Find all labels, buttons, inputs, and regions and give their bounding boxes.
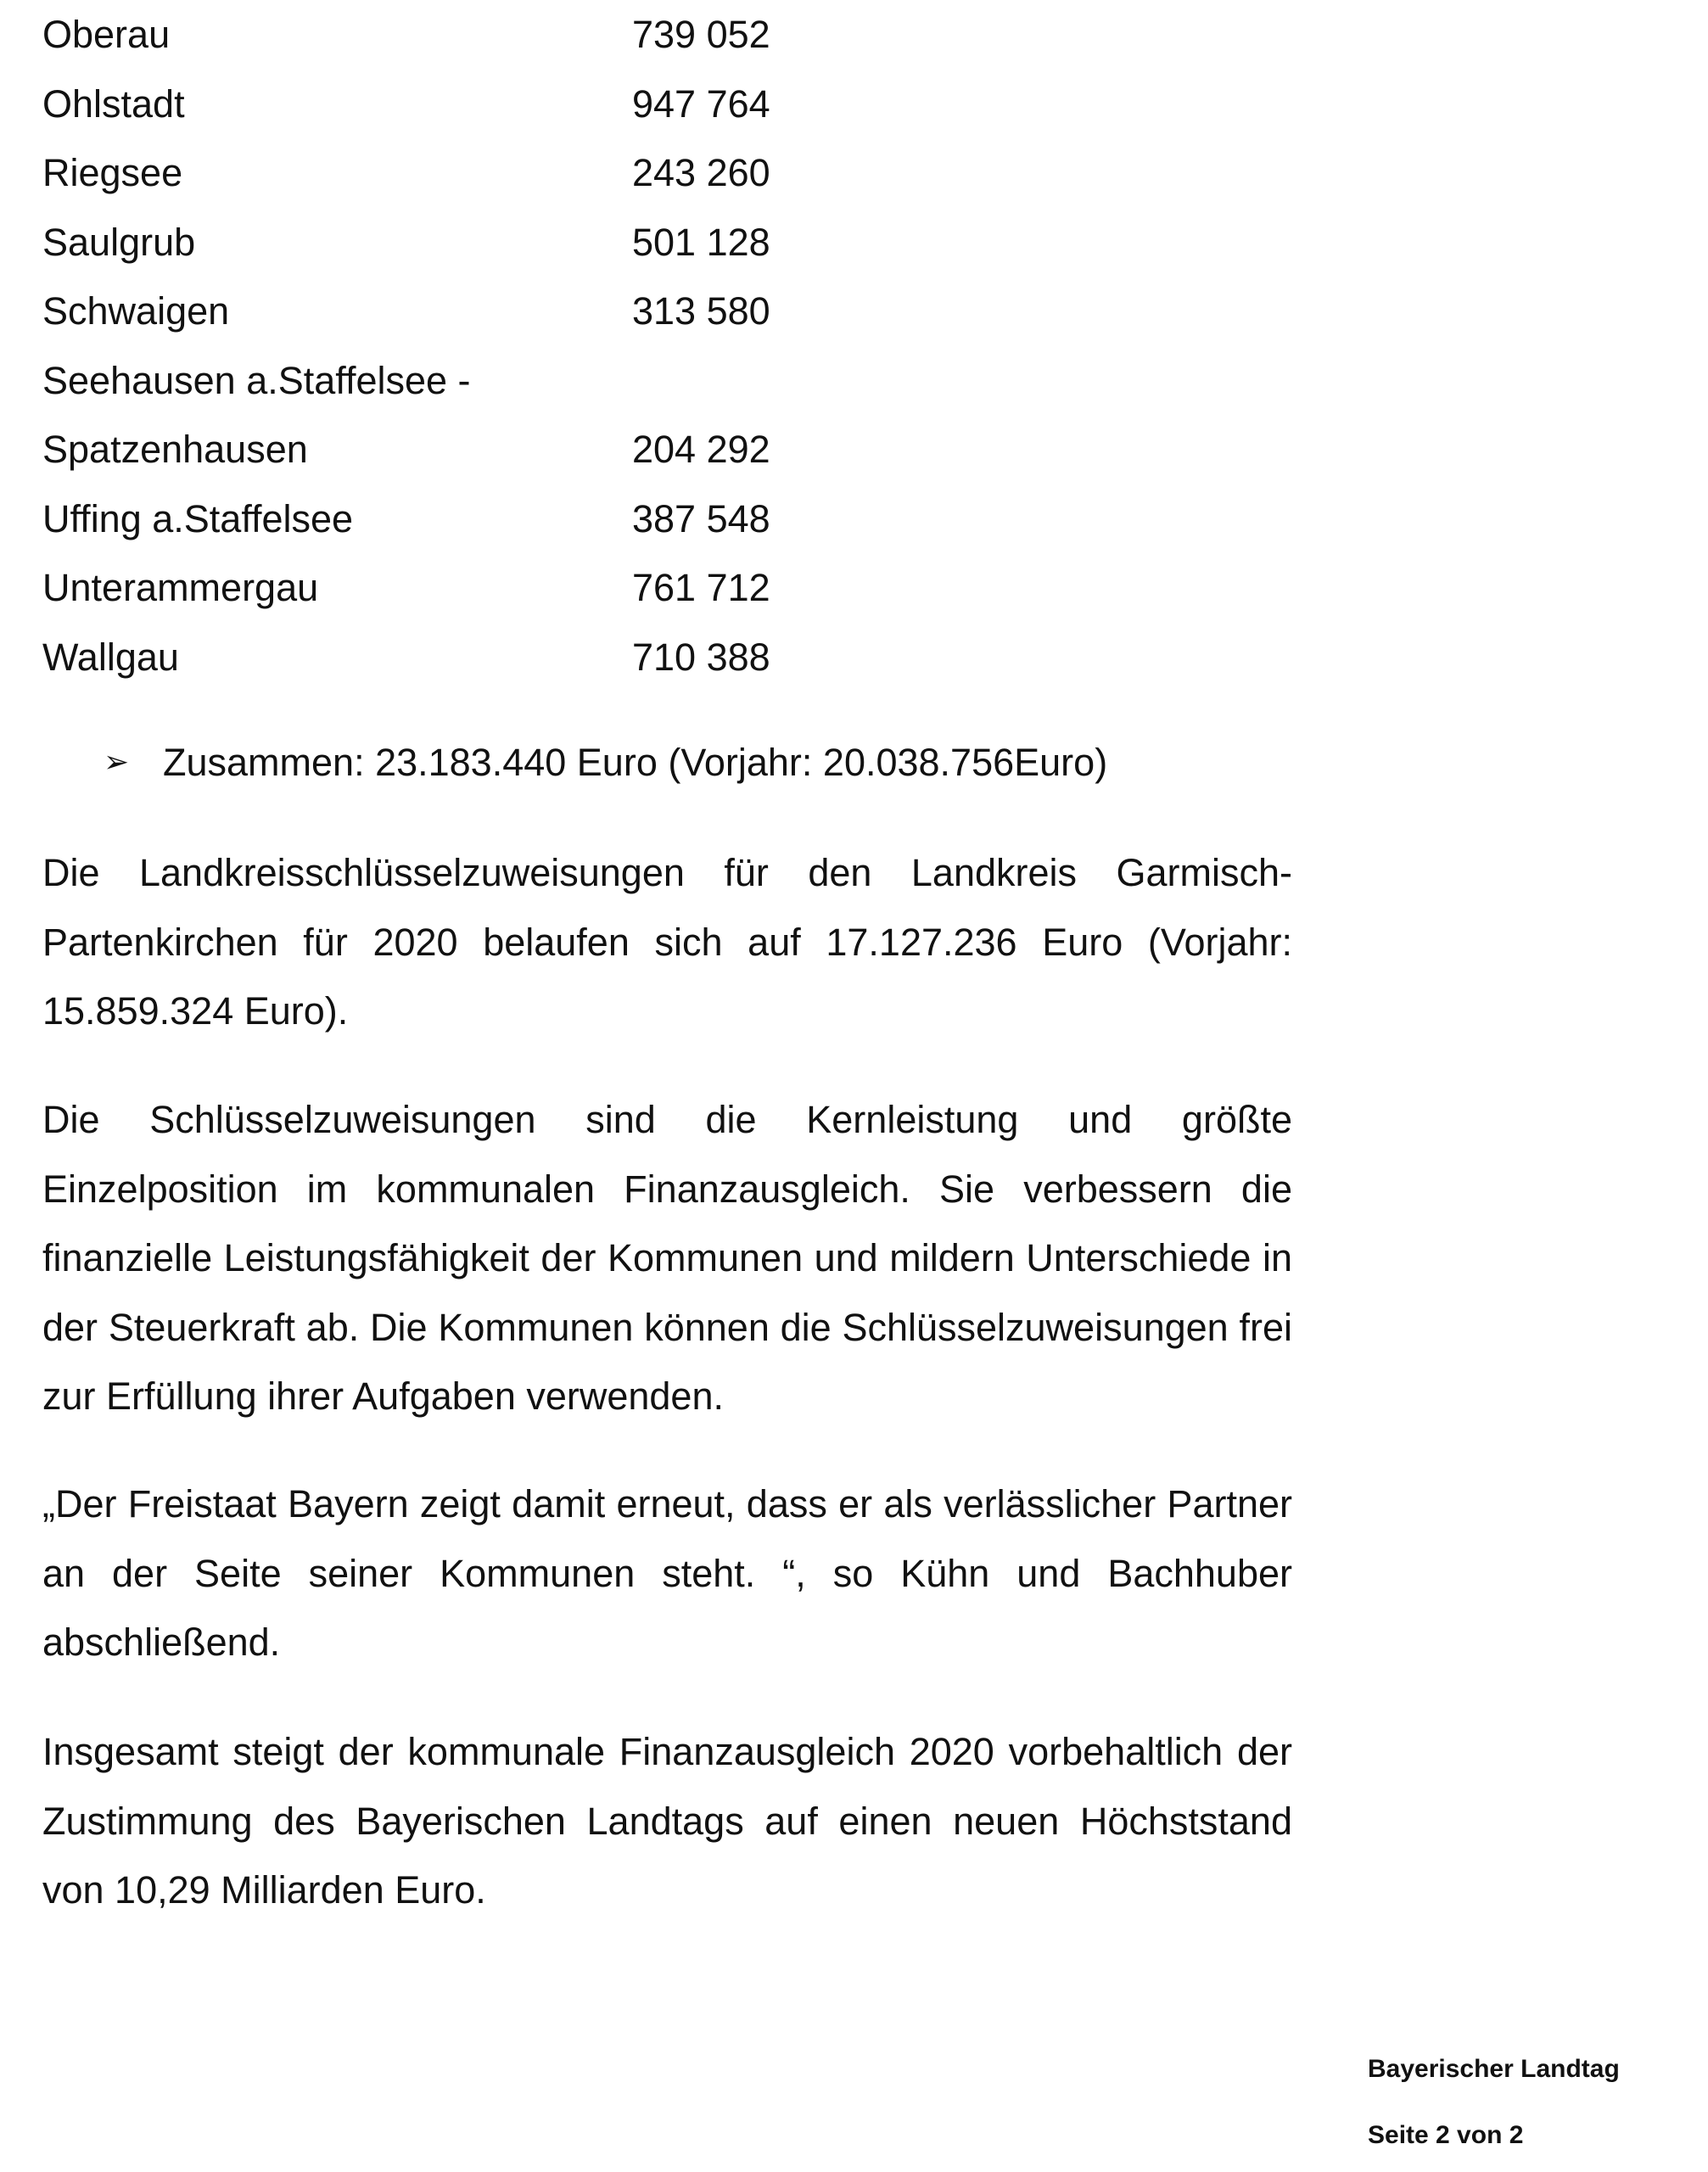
table-row [42, 553, 891, 623]
municipality-name: Unterammergau [42, 566, 319, 609]
table-row [42, 415, 891, 484]
municipality-amount: 243 260 [632, 151, 770, 194]
footer-page-number: Seite 2 von 2 [1368, 2121, 1524, 2149]
municipality-amount: 204 292 [632, 428, 770, 471]
municipality-name: Uffing a.Staffelsee [42, 496, 354, 540]
municipality-name: Wallgau [42, 635, 179, 679]
table-row [42, 277, 891, 346]
table-row [42, 0, 891, 70]
paragraph-quote: „Der Freistaat Bayern zeigt damit erneut, dass er als verlässlicher Partner an der Seite seiner Kommunen steht. “, so Kühn und Bachhuber abschließend. [42, 1482, 1292, 1664]
municipality-name: Riegsee [42, 151, 183, 194]
paragraph-landkreis-allocation: Die Landkreisschlüsselzuweisungen für den Landkreis Garmisch-Partenkirchen für 2020 belaufen sich auf 17.127.236 Euro (Vorjahr: 15.859.324 Euro). [42, 851, 1292, 1033]
municipality-amount: 739 052 [632, 13, 770, 56]
summary-text: Zusammen: 23.183.440 Euro (Vorjahr: 20.038.756Euro) [163, 741, 1108, 784]
municipality-allocation-table [42, 0, 891, 691]
paragraph-key-allocations-explanation: Die Schlüsselzuweisungen sind die Kernleistung und größte Einzelposition im kommunalen Finanzausgleich. Sie verbessern die finanzielle Leistungsfähigkeit der Kommunen und mildern Unterschiede in der Steuerkraft ab. Die Kommunen können die Schlüsselzuweisungen frei zur Erfüllung ihrer Aufgaben verwenden. [42, 1098, 1292, 1418]
municipality-name: Oberau [42, 13, 171, 56]
table-row [42, 138, 891, 208]
municipality-amount: 387 548 [632, 496, 770, 540]
paragraph-total-equalization: Insgesamt steigt der kommunale Finanzausgleich 2020 vorbehaltlich der Zustimmung des Bayerischen Landtags auf einen neuen Höchststand von 10,29 Milliarden Euro. [42, 1730, 1292, 1912]
table-row [42, 346, 891, 416]
table-row [42, 208, 891, 277]
municipality-amount: 313 580 [632, 289, 770, 333]
municipality-amount: 947 764 [632, 81, 770, 126]
arrowhead-bullet-icon: ➢ [104, 745, 130, 780]
municipality-name: Seehausen a.Staffelsee - [42, 358, 471, 402]
municipality-name: Ohlstadt [42, 81, 185, 126]
table-row [42, 484, 891, 554]
summary-bullet [104, 728, 1107, 797]
municipality-name: Spatzenhausen [42, 428, 308, 471]
table-row [42, 623, 891, 692]
municipality-amount: 761 712 [632, 566, 770, 609]
municipality-amount: 710 388 [632, 635, 770, 679]
municipality-amount: 501 128 [632, 220, 770, 264]
municipality-name: Schwaigen [42, 289, 230, 333]
table-row [42, 70, 891, 139]
municipality-name: Saulgrub [42, 220, 196, 264]
footer-organization: Bayerischer Landtag [1368, 2055, 1620, 2083]
